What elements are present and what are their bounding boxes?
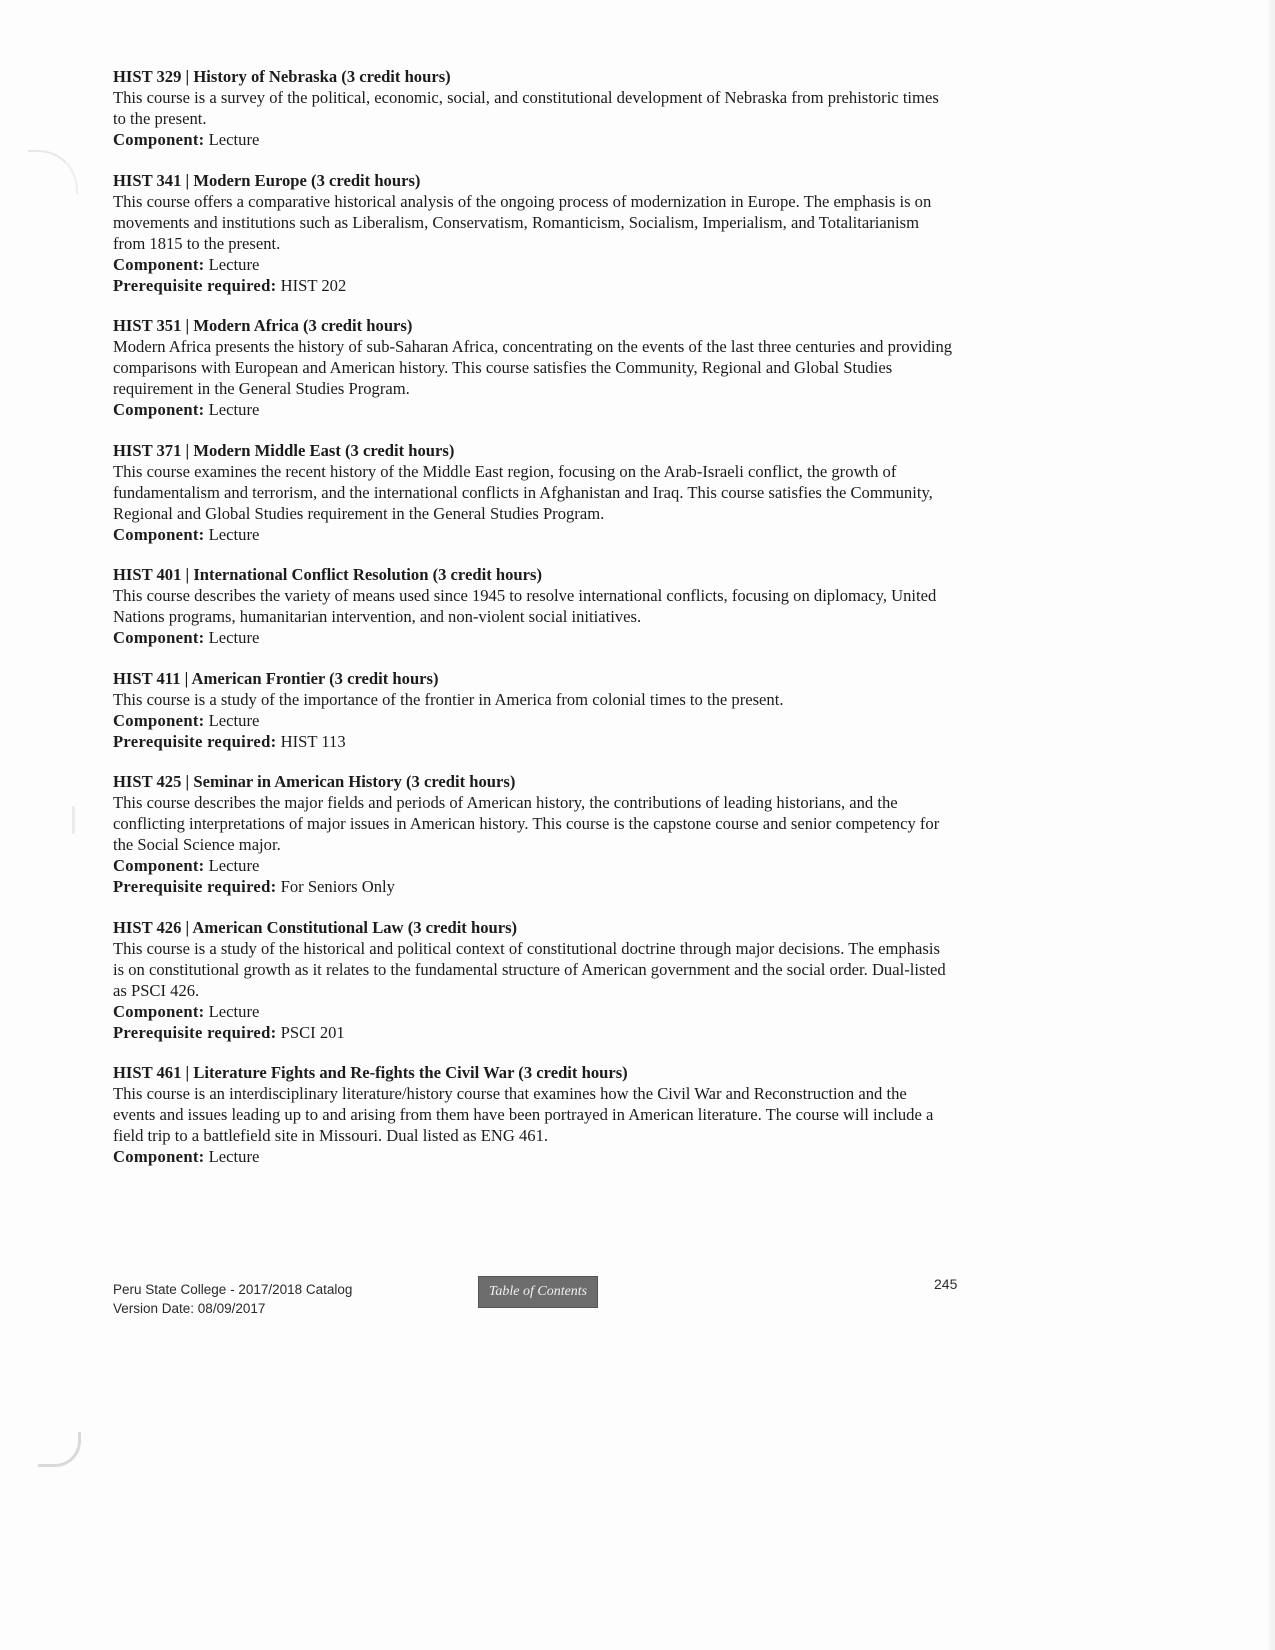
course-description: This course describes the variety of means used since 1945 to resolve international conflicts, focusing on diplomacy, United Nations programs, humanitarian intervention, and non-violent social initiatives. — [113, 586, 937, 626]
component-field — [113, 399, 953, 420]
course-title: HIST 461 | Literature Fights and Re-fights the Civil War (3 credit hours) — [113, 1063, 628, 1082]
table-of-contents-button[interactable]: Table of Contents — [478, 1276, 598, 1308]
component-value: Lecture — [208, 524, 260, 544]
prerequisite-field — [113, 731, 953, 752]
component-value: Lecture — [208, 856, 260, 875]
component-value: Lecture — [208, 400, 260, 419]
course-title: HIST 425 | Seminar in American History (3 credit hours) — [113, 772, 516, 791]
component-field — [113, 1001, 953, 1022]
course-description: This course is a study of the importance of the frontier in America from colonial times to the present. — [113, 689, 784, 709]
component-label: Component: — [113, 130, 205, 149]
component-value: Lecture — [208, 130, 260, 149]
component-value: Lecture — [208, 628, 260, 647]
component-field — [113, 129, 953, 150]
component-label: Component: — [113, 254, 205, 274]
page-edge — [1269, 0, 1275, 1650]
component-field — [113, 627, 953, 648]
component-field — [113, 710, 953, 731]
course-description: This course describes the major fields and periods of American history, the contributions of leading historians, and the conflicting interpretations of major issues in American history. This course is the capstone course and senior competency for the Social Science major. — [113, 793, 940, 854]
course-title: HIST 426 | American Constitutional Law (3 credit hours) — [113, 917, 518, 937]
component-label: Component: — [113, 1001, 205, 1021]
course-description: This course offers a comparative historical analysis of the ongoing process of modernization in Europe. The emphasis is on movements and institutions such as Liberalism, Conservatism, Romanticism, Socialism, Imperialism, and Totalitarianism from 1815 to the present. — [113, 191, 932, 253]
course-title: HIST 401 | International Conflict Resolution (3 credit hours) — [113, 565, 542, 584]
scan-artifact — [28, 150, 78, 194]
prerequisite-label: Prerequisite required: — [113, 877, 277, 896]
prerequisite-value: HIST 202 — [280, 275, 347, 295]
course-list — [113, 66, 953, 1187]
component-value: Lecture — [208, 710, 260, 730]
prerequisite-value: For Seniors Only — [280, 877, 395, 896]
version-date: Version Date: 08/09/2017 — [113, 1301, 266, 1316]
page-footer — [113, 1280, 352, 1318]
prerequisite-label: Prerequisite required: — [113, 731, 277, 751]
course-entry — [113, 1062, 953, 1167]
component-label: Component: — [113, 628, 205, 647]
course-description: This course is an interdisciplinary literature/history course that examines how the Civil War and Reconstruction and the events and issues leading up to and arising from them have been portrayed in American literature. The course will include a field trip to a battlefield site in Missouri. Dual listed as ENG 461. — [113, 1084, 934, 1145]
prerequisite-value: HIST 113 — [280, 731, 346, 751]
catalog-name: Peru State College - 2017/2018 Catalog — [113, 1282, 353, 1297]
course-entry — [113, 440, 953, 545]
page-number: 245 — [934, 1276, 958, 1292]
course-entry — [113, 315, 953, 420]
component-label: Component: — [113, 856, 205, 875]
component-field — [113, 855, 953, 876]
prerequisite-label: Prerequisite required: — [113, 275, 277, 295]
course-description: This course is a survey of the political, economic, social, and constitutional development of Nebraska from prehistoric times to the present. — [113, 88, 939, 128]
course-entry — [113, 564, 953, 648]
course-entry — [113, 170, 953, 296]
course-entry — [113, 668, 953, 752]
course-title: HIST 351 | Modern Africa (3 credit hours) — [113, 316, 413, 335]
component-value: Lecture — [208, 1147, 260, 1166]
course-title: HIST 329 | History of Nebraska (3 credit hours) — [113, 67, 451, 86]
scan-artifact — [72, 806, 75, 834]
component-value: Lecture — [208, 254, 260, 274]
course-description: This course examines the recent history of the Middle East region, focusing on the Arab-Israeli conflict, the growth of fundamentalism and terrorism, and the international conflicts in Afghanistan and Iraq. This course satisfies the Community, Regional and Global Studies requirement in the General Studies Program. — [113, 461, 933, 523]
component-label: Component: — [113, 710, 205, 730]
component-field — [113, 524, 953, 545]
course-title: HIST 411 | American Frontier (3 credit hours) — [113, 668, 439, 688]
component-label: Component: — [113, 400, 205, 419]
course-description: Modern Africa presents the history of sub-Saharan Africa, concentrating on the events of the last three centuries and providing comparisons with European and American history. This course satisfies the Community, Regional and Global Studies requirement in the General Studies Program. — [113, 337, 953, 398]
prerequisite-label: Prerequisite required: — [113, 1022, 277, 1042]
component-label: Component: — [113, 524, 205, 544]
scan-artifact — [38, 1432, 81, 1467]
component-value: Lecture — [208, 1001, 260, 1021]
component-label: Component: — [113, 1147, 205, 1166]
prerequisite-field — [113, 275, 953, 296]
course-title: HIST 341 | Modern Europe (3 credit hours) — [113, 170, 421, 190]
course-title: HIST 371 | Modern Middle East (3 credit hours) — [113, 440, 455, 460]
course-entry — [113, 917, 953, 1043]
prerequisite-value: PSCI 201 — [280, 1022, 345, 1042]
prerequisite-field — [113, 1022, 953, 1043]
component-field — [113, 254, 953, 275]
course-description: This course is a study of the historical and political context of constitutional doctrine through major decisions. The emphasis is on constitutional growth as it relates to the fundamental structure of American government and the social order. Dual-listed as PSCI 426. — [113, 938, 946, 1000]
course-entry — [113, 66, 953, 150]
component-field — [113, 1146, 953, 1167]
course-entry — [113, 771, 953, 897]
prerequisite-field — [113, 876, 953, 897]
